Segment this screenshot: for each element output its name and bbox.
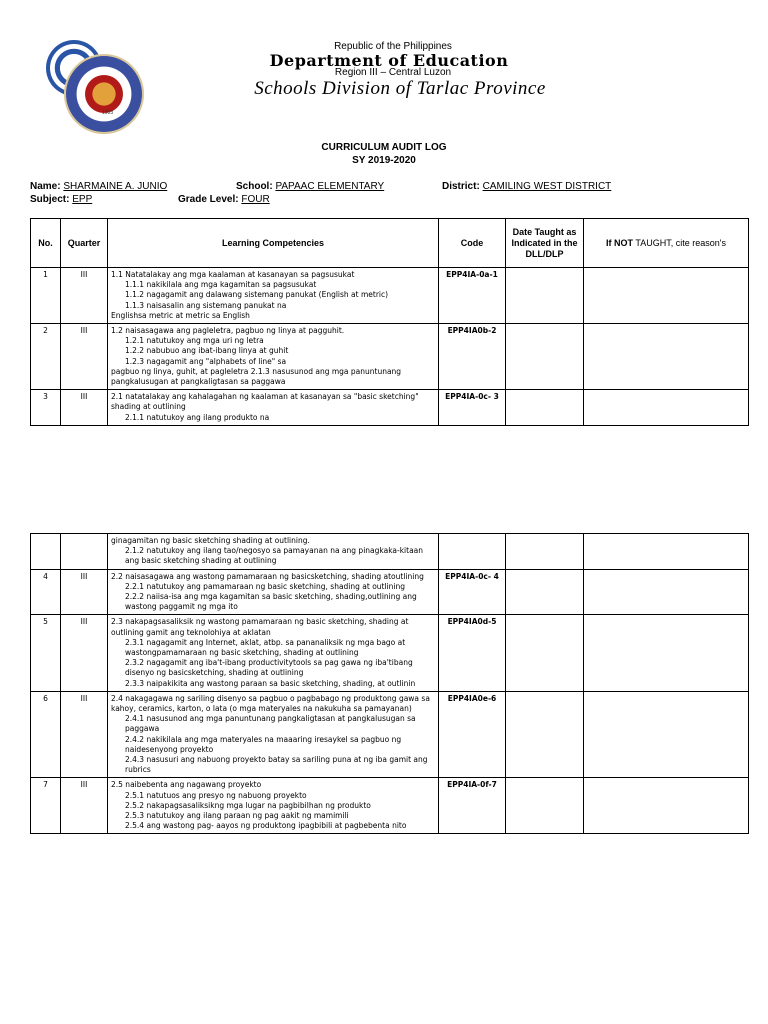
competency-line: 2.3.3 naipakikita ang wastong paraan sa basic sketching, shading, at outlinin [125, 678, 416, 688]
division-name: Schools Division of Tarlac Province [254, 78, 546, 99]
competency-line: 1.2.2 nabubuo ang ibat-ibang linya at guhit [125, 346, 289, 356]
competency-line: 1.2.1 natutukoy ang mga uri ng letra [125, 336, 264, 346]
row-no: 2 [31, 324, 61, 390]
header-if-not-taught: If NOT TAUGHT, cite reason's [584, 219, 749, 268]
competency-line: 2.5.1 natutuos ang presyo ng nabuong proyekto [125, 790, 307, 800]
row-code: EPP4IA0b-2 [439, 324, 506, 390]
grade-field: Grade Level: FOUR [178, 194, 270, 205]
row-date-taught [506, 324, 584, 390]
row-competencies [108, 691, 439, 778]
competency-line: 2.2.2 naiisa-isa ang mga kagamitan sa basic sketching, shading,outlining ang wastong paggamit ng mga ito [125, 592, 417, 612]
row-code: EPP4IA-0a-1 [439, 268, 506, 324]
row-reason [584, 778, 749, 834]
row-reason [584, 569, 749, 615]
school-name: PAPAAC ELEMENTARY [275, 181, 385, 192]
row-reason [584, 268, 749, 324]
subject-field: Subject: EPP [30, 194, 93, 205]
competency-line: 2.3.2 nagagamit ang iba't-ibang productivitytools sa pag gawa ng iba'tibang disenyo ng basicsketching, shading at outlining [125, 658, 413, 678]
row-quarter: III [61, 691, 108, 778]
competency-line: 2.5 naibebenta ang nagawang proyekto [111, 780, 262, 790]
table-row [31, 691, 749, 778]
competency-line: 2.5.2 nakapagsasaliksikng mga lugar na pagbibilhan ng produkto [125, 800, 371, 810]
table-row [31, 268, 749, 324]
row-date-taught [506, 569, 584, 615]
row-quarter: III [61, 778, 108, 834]
school-year: SY 2019-2020 [352, 155, 416, 166]
competency-line: Englishsa metric at metric sa English [111, 310, 250, 320]
row-competencies [108, 324, 439, 390]
row-date-taught [506, 691, 584, 778]
competency-line: 2.4.3 nasusuri ang nabuong proyekto batay sa sariling puna at ng iba gamit ang rubrics [125, 755, 428, 775]
competency-line: 2.1.2 natutukoy ang ilang tao/negosyo sa pamayanan na ang pinagkaka-kitaan ang basic sketching shading at outlining [125, 546, 424, 566]
audit-table-page1 [30, 218, 749, 426]
row-reason [584, 534, 749, 570]
row-code [439, 534, 506, 570]
row-quarter: III [61, 569, 108, 615]
district-name: CAMILING WEST DISTRICT [482, 181, 612, 192]
table-row [31, 390, 749, 426]
seal-year: 1903 [102, 110, 114, 116]
row-quarter [61, 534, 108, 570]
table2-body [31, 534, 749, 834]
row-no: 1 [31, 268, 61, 324]
row-date-taught [506, 390, 584, 426]
competency-line: 2.5.3 natutukoy ang ilang paraan ng pag aakit ng mamimili [125, 811, 349, 821]
competency-line: 2.1.1 natutukoy ang ilang produkto na [125, 412, 270, 422]
competency-line: 1.1.3 naisasalin ang sistemang panukat na [125, 300, 287, 310]
competency-line: 1.1.2 nagagamit ang dalawang sistemang panukat (English at metric) [125, 290, 389, 300]
row-code: EPP4IA-0c- 3 [439, 390, 506, 426]
row-date-taught [506, 778, 584, 834]
row-no: 5 [31, 615, 61, 691]
row-quarter: III [61, 268, 108, 324]
department-name: Department of Education [269, 51, 509, 70]
row-no: 4 [31, 569, 61, 615]
letterhead [40, 32, 680, 128]
grade-level: FOUR [241, 194, 270, 205]
table-row [31, 569, 749, 615]
row-quarter: III [61, 390, 108, 426]
row-reason [584, 324, 749, 390]
row-competencies [108, 778, 439, 834]
table-row [31, 324, 749, 390]
row-reason [584, 615, 749, 691]
row-quarter: III [61, 324, 108, 390]
subject-name: EPP [72, 194, 93, 205]
competency-line: 2.1 natatalakay ang kahalagahan ng kaalaman at kasanayan sa "basic sketching" shading at outlining [111, 392, 419, 412]
republic-line: Republic of the Philippines [334, 41, 452, 52]
competency-line: 1.1.1 nakikilala ang mga kagamitan sa pagsusukat [125, 280, 317, 290]
row-quarter: III [61, 615, 108, 691]
row-competencies [108, 534, 439, 570]
row-no [31, 534, 61, 570]
header-date-taught: Date Taught as Indicated in the DLL/DLP [506, 219, 584, 268]
competency-line: 2.2.1 natutukoy ang pamamaraan ng basic sketching, shading at outlining [125, 581, 406, 591]
table-row [31, 778, 749, 834]
document-title: CURRICULUM AUDIT LOG [321, 142, 447, 153]
competency-line: 1.2.3 nagagamit ang "alphabets of line" sa [125, 356, 287, 366]
tarlac-division-seal-icon [64, 54, 144, 134]
row-no: 6 [31, 691, 61, 778]
row-reason [584, 691, 749, 778]
competency-line: 1.2 naisasagawa ang pagleletra, pagbuo ng linya at pagguhit. [111, 326, 345, 336]
row-code: EPP4IA-0c- 4 [439, 569, 506, 615]
header-competencies: Learning Competencies [108, 219, 439, 268]
table1-body [31, 268, 749, 426]
header-code: Code [439, 219, 506, 268]
table-header-row [31, 219, 749, 268]
row-competencies [108, 268, 439, 324]
row-date-taught [506, 615, 584, 691]
table-row [31, 615, 749, 691]
competency-line: 2.5.4 ang wastong pag- aayos ng produktong ipagbibili at pagbebenta nito [125, 821, 407, 831]
header-no: No. [31, 219, 61, 268]
row-no: 7 [31, 778, 61, 834]
competency-line: 1.1 Natatalakay ang mga kaalaman at kasanayan sa pagsusukat [111, 270, 355, 279]
region-line: Region III – Central Luzon [334, 67, 452, 78]
competency-line: pagbuo ng linya, guhit, at pagleletra 2.1.3 nasusunod ang mga panuntunang pangkalusugan at pangkaligtasan sa paggawa [111, 366, 402, 387]
header-quarter: Quarter [61, 219, 108, 268]
district-field: District: CAMILING WEST DISTRICT [442, 181, 612, 192]
name-field: Name: SHARMAINE A. JUNIO [30, 181, 168, 192]
competency-line: ginagamitan ng basic sketching shading at outlining. [111, 536, 310, 545]
competency-line: 2.3.1 nagagamit ang Internet, aklat, atbp. sa pananaliksik ng mga bago at wastongpamamaraan ng basic sketching, shading at outlining [125, 637, 406, 658]
row-competencies [108, 615, 439, 691]
table-row [31, 534, 749, 570]
competency-line: 2.2 naisasagawa ang wastong pamamaraan ng basicsketching, shading atoutlining [111, 571, 424, 581]
competency-line: 2.4 nakagagawa ng sariling disenyo sa pagbuo o pagbabago ng produktong gawa sa kahoy, ceramics, karton, o lata (o mga materyales na nakukuha sa pamayanan) [111, 693, 430, 714]
competency-line: 2.3 nakapagsasaliksik ng wastong pamamaraan ng basic sketching, shading at outlining gamit ang teknolohiya at aklatan [111, 617, 409, 637]
row-date-taught [506, 534, 584, 570]
row-competencies [108, 569, 439, 615]
row-reason [584, 390, 749, 426]
competency-line: 2.4.1 nasusunod ang mga panuntunang pangkaligtasan at pangkalusugan sa paggawa [125, 714, 416, 734]
competency-line: 2.4.2 nakikilala ang mga materyales na maaaring iresaykel sa pagbuo ng naidesenyong proyekto [125, 734, 402, 754]
school-field: School: PAPAAC ELEMENTARY [236, 181, 385, 192]
row-competencies [108, 390, 439, 426]
row-code: EPP4IA-0f-7 [439, 778, 506, 834]
row-code: EPP4IA0e-6 [439, 691, 506, 778]
row-date-taught [506, 268, 584, 324]
row-no: 3 [31, 390, 61, 426]
audit-table-page2 [30, 533, 749, 834]
row-code: EPP4IA0d-5 [439, 615, 506, 691]
teacher-name: SHARMAINE A. JUNIO [63, 181, 168, 192]
